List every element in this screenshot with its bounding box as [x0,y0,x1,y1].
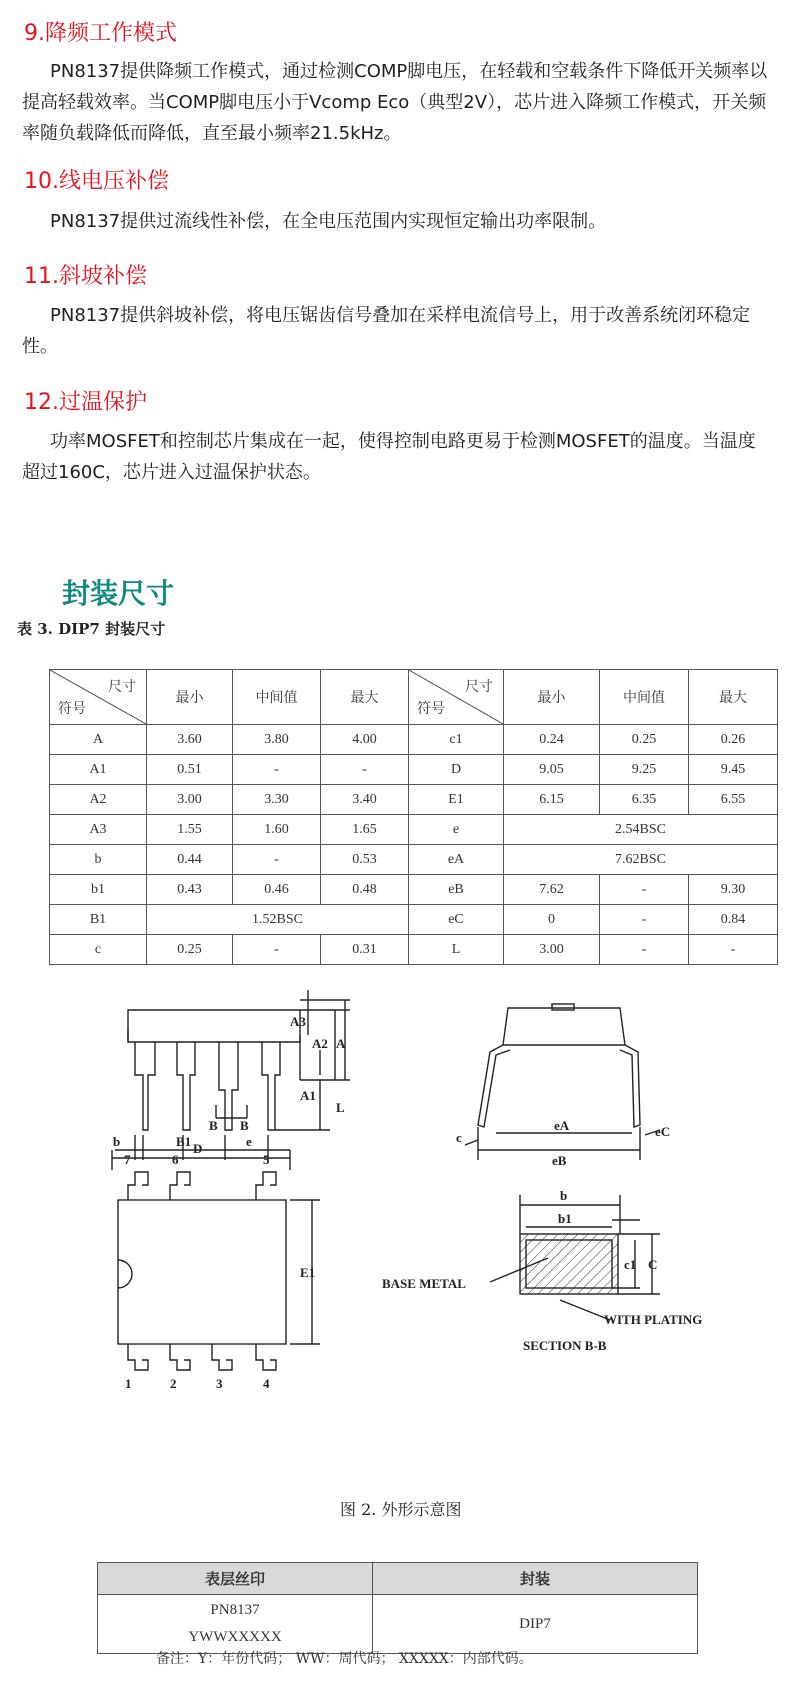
cell-max: 9.45 [689,755,778,785]
marking-line-2: YWWXXXXX [188,1629,282,1645]
table-row [50,755,778,785]
corner-bottom-label: 符号 [417,701,445,717]
cell-mid: - [233,935,321,965]
cell-max: 0.48 [321,875,409,905]
cell-symbol: B1 [50,905,147,935]
label-A: A [336,1036,346,1051]
pin-7-label: 7 [124,1152,131,1167]
cell-mid: - [600,875,689,905]
section-body-10: PN8137提供过流线性补偿，在全电压范围内实现恒定输出功率限制。 [50,211,607,232]
cell-symbol: b1 [50,875,147,905]
label-base-metal: BASE METAL [382,1276,466,1291]
table-caption: 表 3. DIP7 封装尺寸 [17,620,166,638]
header-marking: 表层丝印 [98,1563,373,1595]
header-min: 最小 [504,670,600,725]
section-title-9: 9.降频工作模式 [24,21,177,46]
cell-mid: 0.25 [600,725,689,755]
corner-header-right [409,670,504,725]
package-title: 封装尺寸 [62,577,175,610]
cell-min: 3.60 [147,725,233,755]
cell-symbol: eA [409,845,504,875]
cell-min: 3.00 [147,785,233,815]
cell-mid: 0.46 [233,875,321,905]
cell-mid: - [233,755,321,785]
table-row [50,905,778,935]
section-body-11: PN8137提供斜坡补偿，将电压锯齿信号叠加在采样电流信号上，用于改善系统闭环稳定性。 [22,305,751,357]
table-row [50,725,778,755]
cell-symbol: eB [409,875,504,905]
header-package: 封装 [373,1563,698,1595]
table-row [50,815,778,845]
label-A3: A3 [290,1014,306,1029]
pin-5-label: 5 [263,1152,270,1167]
cell-min: 6.15 [504,785,600,815]
cell-min: 9.05 [504,755,600,785]
header-mid: 中间值 [233,670,321,725]
cell-mid: 6.35 [600,785,689,815]
label-section: SECTION B-B [523,1338,607,1353]
cell-max: 6.55 [689,785,778,815]
cell-max: - [689,935,778,965]
cell-max: 0.26 [689,725,778,755]
cell-min: 0.51 [147,755,233,785]
label-L: L [336,1100,345,1115]
cell-symbol: D [409,755,504,785]
header-max: 最大 [689,670,778,725]
cell-mid: - [600,935,689,965]
table-row [50,785,778,815]
marking-table [97,1562,698,1654]
cell-mid: 1.60 [233,815,321,845]
label-B-right: B [240,1118,249,1133]
cell-max: 1.65 [321,815,409,845]
cell-symbol: e [409,815,504,845]
cell-min: 0.44 [147,845,233,875]
section-title-12: 12.过温保护 [24,390,147,415]
label-B1: B1 [176,1134,192,1149]
label-section-b1: b1 [558,1211,572,1226]
label-e: e [246,1134,252,1149]
label-eB: eB [552,1153,567,1168]
header-mid: 中间值 [600,670,689,725]
cell-max: 0.53 [321,845,409,875]
cell-symbol: A1 [50,755,147,785]
cell-max: 4.00 [321,725,409,755]
cell-mid: - [600,905,689,935]
cell-min: 1.55 [147,815,233,845]
cell-max: 9.30 [689,875,778,905]
cell-symbol: c1 [409,725,504,755]
table-row [50,935,778,965]
pin-1-label: 1 [125,1376,132,1391]
label-D: D [193,1141,203,1156]
table-row [50,845,778,875]
cell-mid: 3.80 [233,725,321,755]
label-b: b [113,1134,121,1149]
dimension-table [49,669,778,965]
cell-max: 0.84 [689,905,778,935]
label-eA: eA [554,1118,570,1133]
cell-symbol: c [50,935,147,965]
cell-mid: - [233,845,321,875]
section-body-12: 功率MOSFET和控制芯片集成在一起，使得控制电路更易于检测MOSFET的温度。当温度超过160C，芯片进入过温保护状态。 [22,431,756,483]
marking-line-1: PN8137 [210,1602,260,1618]
section-body-9: PN8137提供降频工作模式，通过检测COMP脚电压，在轻载和空载条件下降低开关频率以提高轻载效率。当COMP脚电压小于Vcomp Eco（典型2V），芯片进入降频工作模式，开关频率随负载降低而降低，直至最小频率21.5kHz。 [22,61,768,144]
label-with-plating: WITH PLATING [604,1312,703,1327]
cell-max: 3.40 [321,785,409,815]
table-row [98,1595,698,1654]
marking-note: 备注：Y：年份代码； WW：周代码； XXXXX：内部代码。 [156,1651,533,1667]
cell-symbol: b [50,845,147,875]
corner-top-label: 尺寸 [465,679,493,695]
cell-marking [98,1595,373,1654]
label-A1: A1 [300,1088,316,1103]
pin-4-label: 4 [263,1376,270,1391]
pin-3-label: 3 [216,1376,223,1391]
table-header-row [50,670,778,725]
cell-min: 0.24 [504,725,600,755]
label-eC: eC [655,1124,671,1139]
cell-min: 0 [504,905,600,935]
cell-symbol: L [409,935,504,965]
cell-merged: 7.62BSC [504,845,778,875]
cell-min: 0.43 [147,875,233,905]
outline-drawing [0,990,790,1510]
label-B-left: B [209,1118,218,1133]
label-section-b: b [560,1188,568,1203]
label-A2: A2 [312,1036,328,1051]
cell-symbol: E1 [409,785,504,815]
corner-top-label: 尺寸 [108,679,136,695]
cell-max: 0.31 [321,935,409,965]
cell-merged: 1.52BSC [147,905,409,935]
cell-max: - [321,755,409,785]
marking-header-row [98,1563,698,1595]
header-max: 最大 [321,670,409,725]
label-section-c: C [648,1257,658,1272]
header-min: 最小 [147,670,233,725]
top-view [112,1150,320,1370]
section-title-11: 11.斜坡补偿 [24,264,147,289]
cell-package: DIP7 [373,1595,698,1654]
figure-caption: 图 2. 外形示意图 [340,1500,462,1519]
cell-symbol: eC [409,905,504,935]
cell-symbol: A [50,725,147,755]
label-c-side: c [456,1130,462,1145]
cell-min: 7.62 [504,875,600,905]
corner-header-left [50,670,147,725]
table-row [50,875,778,905]
cell-mid: 3.30 [233,785,321,815]
cell-symbol: A3 [50,815,147,845]
cell-symbol: A2 [50,785,147,815]
corner-bottom-label: 符号 [58,701,86,717]
pin-2-label: 2 [170,1376,177,1391]
side-view [465,1004,660,1160]
front-view [115,990,350,1160]
label-E1: E1 [300,1265,316,1280]
cell-min: 3.00 [504,935,600,965]
cell-merged: 2.54BSC [504,815,778,845]
cell-mid: 9.25 [600,755,689,785]
section-title-10: 10.线电压补偿 [24,169,169,194]
pin-6-label: 6 [172,1152,179,1167]
cell-min: 0.25 [147,935,233,965]
label-section-c1: c1 [624,1257,637,1272]
